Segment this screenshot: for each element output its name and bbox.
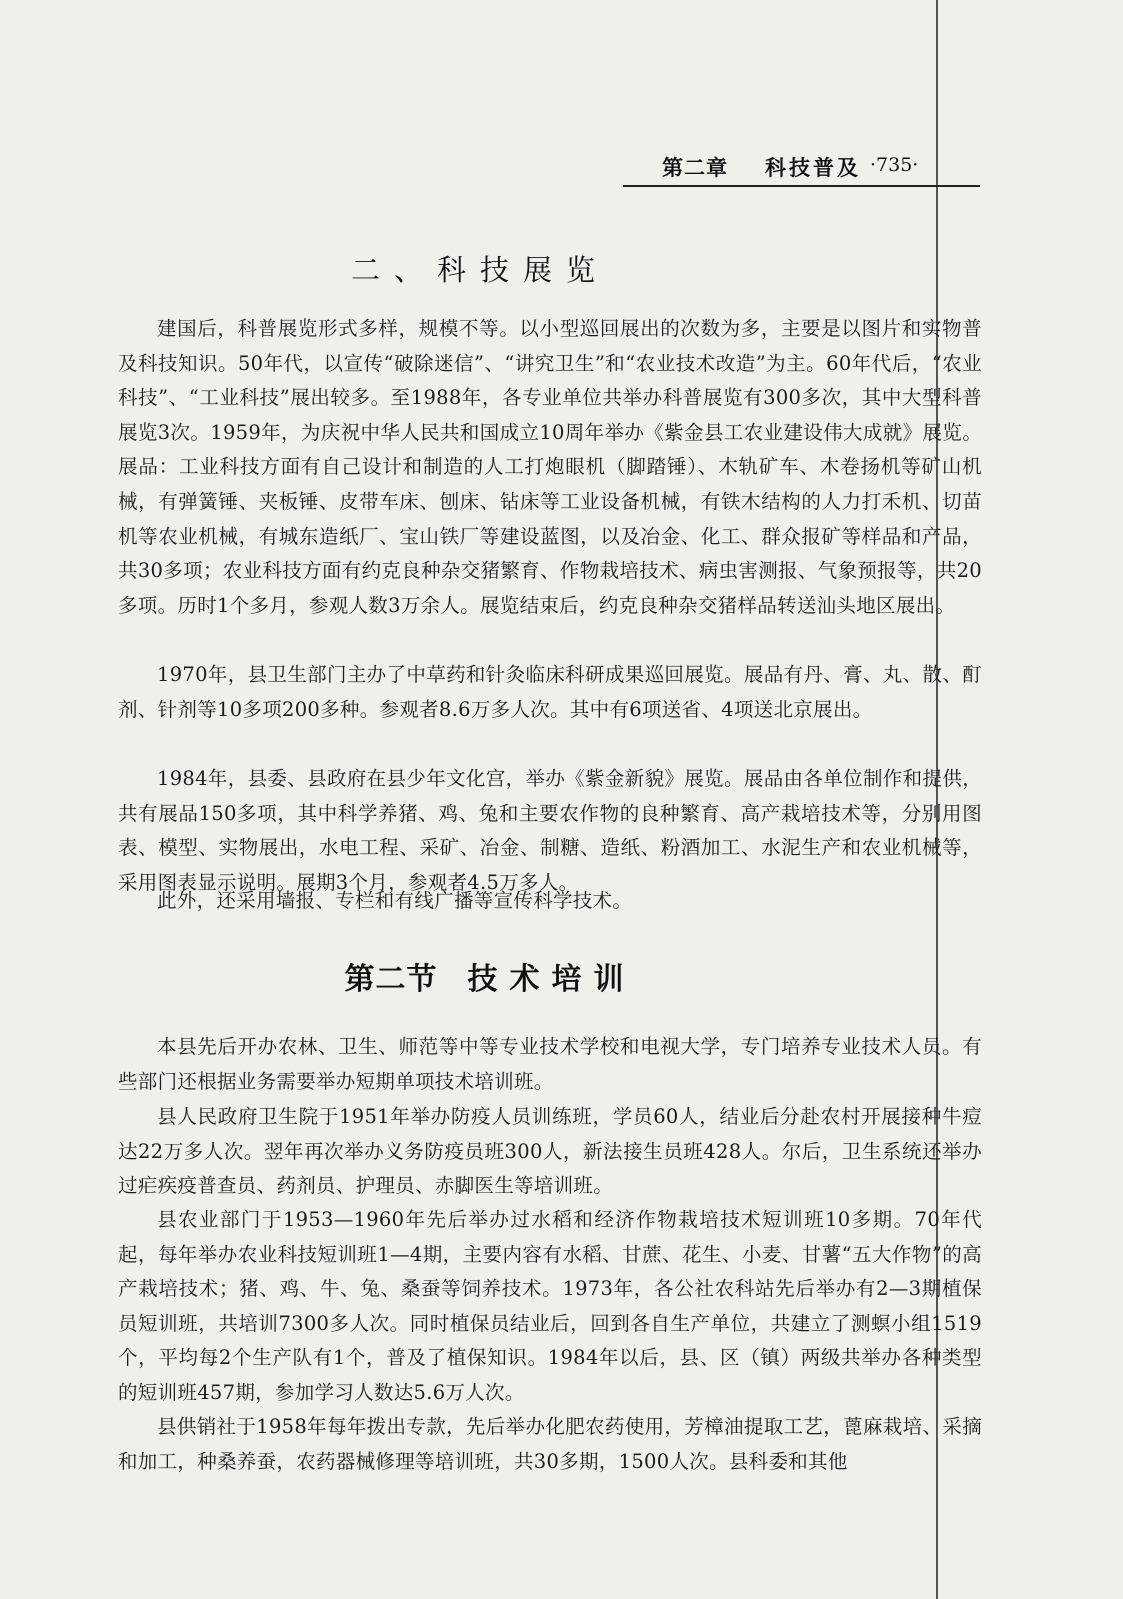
paragraph-training-4: 县供销社于1958年每年拨出专款，先后举办化肥农药使用，芳樟油提取工艺，蓖麻栽培、采摘和加工，种桑养蚕，农药器械修理等培训班，共30多期，1500人次。县科委和其他 xyxy=(118,1415,982,1473)
section-title xyxy=(260,954,720,998)
section-number: 第二节 xyxy=(344,962,438,997)
section-name: 技术培训 xyxy=(467,962,636,997)
paragraph-exhibition-4: 此外，还采用墙报、专栏和有线广播等宣传科学技术。 xyxy=(157,889,633,912)
page-number: ·735· xyxy=(870,154,919,176)
subsection-title: 二、科技展览 xyxy=(350,253,609,287)
header-chapter: 第二章 xyxy=(662,156,728,180)
header-section: 科技普及 xyxy=(765,156,861,180)
paragraph-exhibition-3: 1984年，县委、县政府在县少年文化宫，举办《紫金新貌》展览。展品由各单位制作和提供，共有展品150多项，其中科学养猪、鸡、兔和主要农作物的良种繁育、高产栽培技术等，分别用图表、模型、实物展出，水电工程、采矿、冶金、制糖、造纸、粉酒加工、水泥生产和农业机械等，采用图表显示说明。展期3个月，参观者4.5万多人。 xyxy=(118,767,982,894)
header-rule xyxy=(623,185,980,187)
paragraph-training-1: 本县先后开办农林、卫生、师范等中等专业技术学校和电视大学，专门培养专业技术人员。有些部门还根据业务需要举办短期单项技术培训班。 xyxy=(118,1035,982,1093)
paragraph-exhibition-1: 建国后，科普展览形式多样，规模不等。以小型巡回展出的次数为多，主要是以图片和实物普及科技知识。50年代，以宣传“破除迷信”、“讲究卫生”和“农业技术改造”为主。60年代后，“农业科技”、“工业科技”展出较多。至1988年，各专业单位共举办科普展览有300多次，其中大型科普展览3次。1959年，为庆祝中华人民共和国成立10周年举办《紫金县工农业建设伟大成就》展览。展品：工业科技方面有自己设计和制造的人工打炮眼机（脚踏锤）、木轨矿车、木卷扬机等矿山机械，有弹簧锤、夹板锤、皮带车床、刨床、钻床等工业设备机械，有铁木结构的人力打禾机、切苗机等农业机械，有城东造纸厂、宝山铁厂等建设蓝图，以及冶金、化工、群众报矿等样品和产品，共30多项；农业科技方面有约克良种杂交猪繁育、作物栽培技术、病虫害测报、气象预报等，共20多项。历时1个多月，参观人数3万余人。展览结束后，约克良种杂交猪样品转送汕头地区展出。 xyxy=(118,317,982,617)
paragraph-training-2: 县人民政府卫生院于1951年举办防疫人员训练班，学员60人，结业后分赴农村开展接种牛痘达22万多人次。翌年再次举办义务防疫员班300人，新法接生员班428人。尔后，卫生系统还举办过疟疾疫普查员、药剂员、护理员、赤脚医生等培训班。 xyxy=(118,1105,982,1198)
paragraph-training-3: 县农业部门于1953—1960年先后举办过水稻和经济作物栽培技术短训班10多期。70年代起，每年举办农业科技短训班1—4期，主要内容有水稻、甘蔗、花生、小麦、甘薯“五大作物”的高产栽培技术；猪、鸡、牛、兔、桑蚕等饲养技术。1973年，各公社农科站先后举办有2—3期植保员短训班，共培训7300多人次。同时植保员结业后，回到各自生产单位，共建立了测螟小组1519个，平均每2个生产队有1个，普及了植保知识。1984年以后，县、区（镇）两级共举办各种类型的短训班457期，参加学习人数达5.6万人次。 xyxy=(118,1208,982,1404)
running-header xyxy=(640,150,980,190)
paragraph-exhibition-2: 1970年，县卫生部门主办了中草药和针灸临床科研成果巡回展览。展品有丹、膏、丸、散、酊剂、针剂等10多项200多种。参观者8.6万多人次。其中有6项送省、4项送北京展出。 xyxy=(118,663,982,721)
